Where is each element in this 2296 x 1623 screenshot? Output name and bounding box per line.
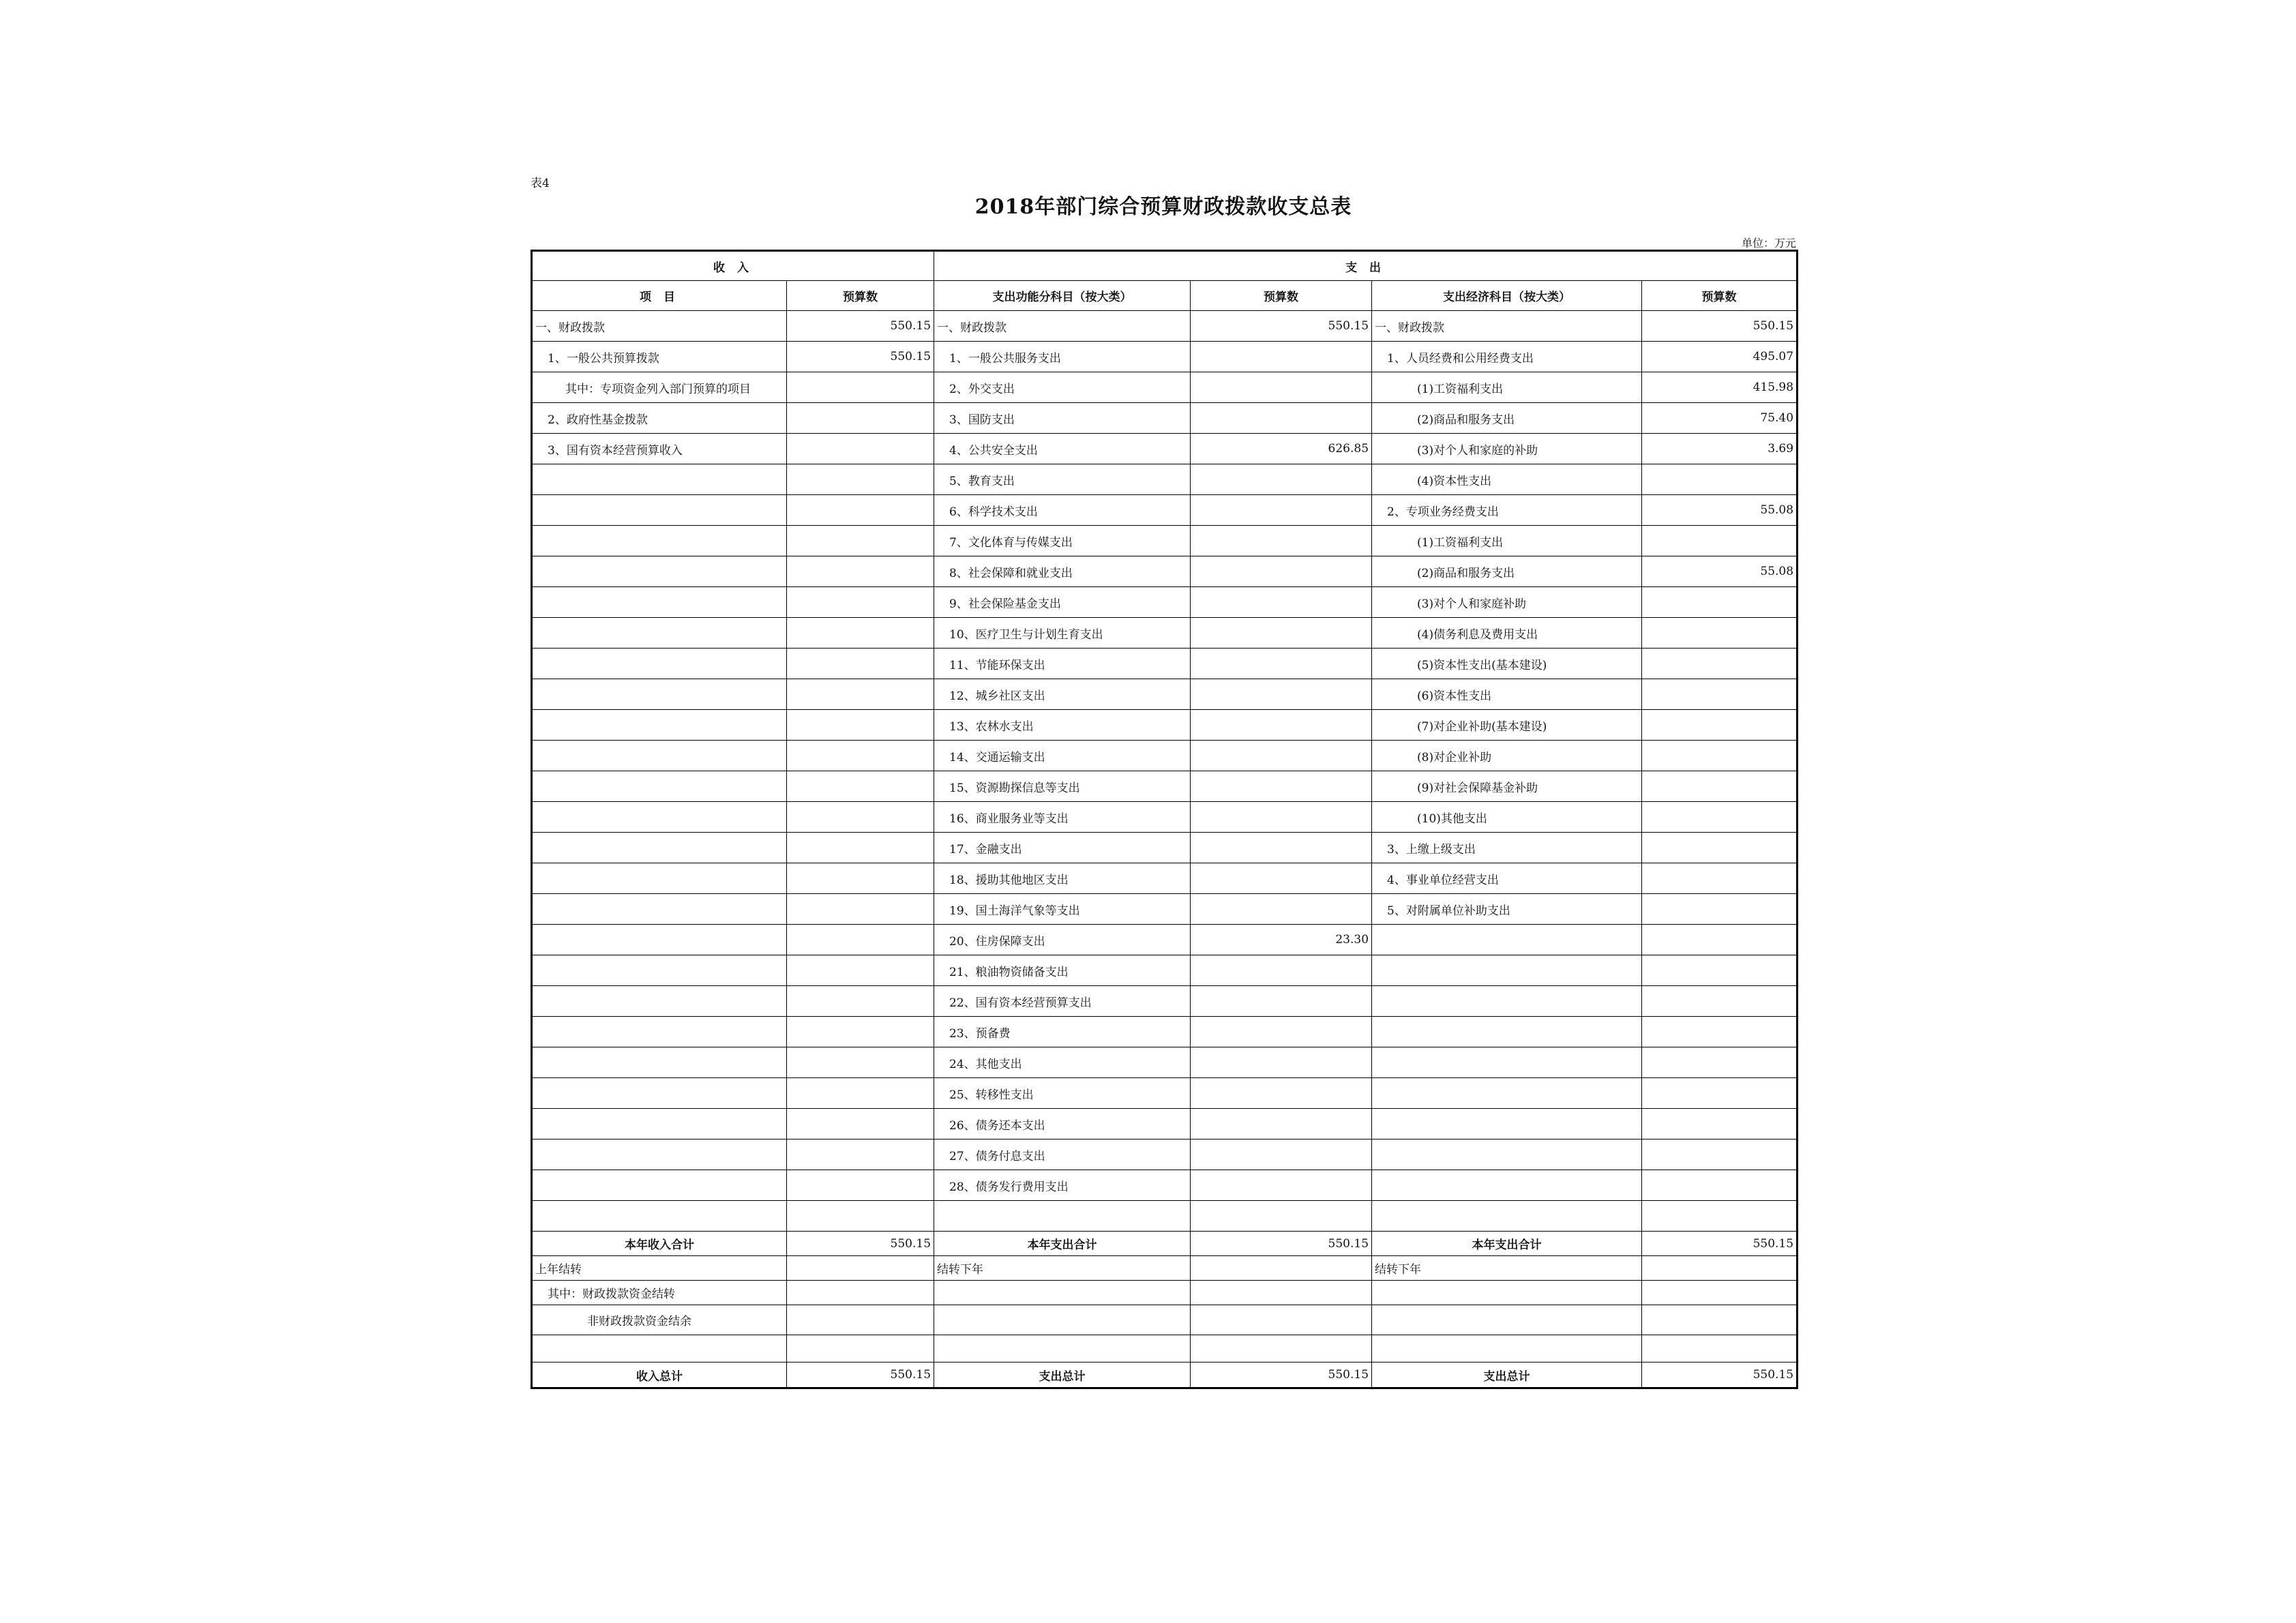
fiscal-carry-row xyxy=(532,1281,1798,1305)
table-number: 表4 xyxy=(531,177,550,190)
nonfiscal-balance-label: 非财政拨款资金结余 xyxy=(532,1305,787,1335)
econ-item xyxy=(1372,955,1642,986)
income-item xyxy=(532,679,787,710)
income-item xyxy=(532,495,787,526)
income-item xyxy=(532,618,787,649)
func-item: 19、国土海洋气象等支出 xyxy=(934,894,1191,925)
econ-grand-total-label: 支出总计 xyxy=(1372,1363,1642,1388)
econ-budget xyxy=(1642,679,1798,710)
func-budget xyxy=(1191,955,1372,986)
econ-item: 5、对附属单位补助支出 xyxy=(1372,894,1642,925)
func-budget xyxy=(1191,986,1372,1017)
func-budget xyxy=(1191,710,1372,741)
next-year-carry-econ-label: 结转下年 xyxy=(1372,1256,1642,1281)
income-budget xyxy=(787,710,934,741)
table-row xyxy=(532,1201,1798,1232)
func-item: 16、商业服务业等支出 xyxy=(934,802,1191,833)
income-item xyxy=(532,710,787,741)
econ-budget xyxy=(1642,587,1798,618)
table-row xyxy=(532,986,1798,1017)
func-item: 5、教育支出 xyxy=(934,464,1191,495)
table-row xyxy=(532,1170,1798,1201)
econ-budget: 75.40 xyxy=(1642,403,1798,434)
func-item: 28、债务发行费用支出 xyxy=(934,1170,1191,1201)
func-budget xyxy=(1191,1017,1372,1047)
econ-budget xyxy=(1642,833,1798,863)
table-row xyxy=(532,925,1798,955)
func-item: 14、交通运输支出 xyxy=(934,741,1191,771)
cell xyxy=(787,1281,934,1305)
econ-budget xyxy=(1642,464,1798,495)
income-budget xyxy=(787,403,934,434)
func-item: 17、金融支出 xyxy=(934,833,1191,863)
nonfiscal-row xyxy=(532,1305,1798,1335)
income-item: 一、财政拨款 xyxy=(532,311,787,342)
cell xyxy=(1191,1256,1372,1281)
func-item: 一、财政拨款 xyxy=(934,311,1191,342)
income-budget xyxy=(787,618,934,649)
income-budget xyxy=(787,1047,934,1078)
income-item xyxy=(532,1201,787,1232)
income-budget xyxy=(787,495,934,526)
econ-item: (6)资本性支出 xyxy=(1372,679,1642,710)
func-budget: 626.85 xyxy=(1191,434,1372,464)
econ-budget xyxy=(1642,802,1798,833)
income-budget xyxy=(787,986,934,1017)
income-budget xyxy=(787,434,934,464)
income-budget xyxy=(787,894,934,925)
col-func-header: 支出功能分科目（按大类） xyxy=(934,281,1191,311)
econ-budget xyxy=(1642,771,1798,802)
econ-item: (9)对社会保障基金补助 xyxy=(1372,771,1642,802)
income-budget xyxy=(787,741,934,771)
func-budget: 550.15 xyxy=(1191,311,1372,342)
income-item: 其中：专项资金列入部门预算的项目 xyxy=(532,372,787,403)
econ-item xyxy=(1372,1047,1642,1078)
func-budget xyxy=(1191,1078,1372,1109)
func-item: 6、科学技术支出 xyxy=(934,495,1191,526)
func-item: 22、国有资本经营预算支出 xyxy=(934,986,1191,1017)
econ-item: (3)对个人和家庭补助 xyxy=(1372,587,1642,618)
table-row xyxy=(532,464,1798,495)
cell xyxy=(787,1256,934,1281)
func-budget xyxy=(1191,342,1372,372)
income-item xyxy=(532,863,787,894)
next-year-carry-label: 结转下年 xyxy=(934,1256,1191,1281)
income-item xyxy=(532,1017,787,1047)
econ-budget: 415.98 xyxy=(1642,372,1798,403)
income-item xyxy=(532,986,787,1017)
table-row xyxy=(532,556,1798,587)
func-budget xyxy=(1191,1140,1372,1170)
func-budget xyxy=(1191,526,1372,556)
cell xyxy=(1642,1256,1798,1281)
econ-budget xyxy=(1642,741,1798,771)
func-item xyxy=(934,1201,1191,1232)
func-budget xyxy=(1191,863,1372,894)
func-budget xyxy=(1191,1109,1372,1140)
income-budget xyxy=(787,1109,934,1140)
func-budget xyxy=(1191,1201,1372,1232)
func-budget xyxy=(1191,464,1372,495)
income-budget xyxy=(787,372,934,403)
table-row xyxy=(532,955,1798,986)
func-budget xyxy=(1191,403,1372,434)
econ-budget: 55.08 xyxy=(1642,556,1798,587)
econ-grand-total-value: 550.15 xyxy=(1642,1363,1798,1388)
income-budget xyxy=(787,556,934,587)
table-row xyxy=(532,894,1798,925)
econ-item: 2、专项业务经费支出 xyxy=(1372,495,1642,526)
table-row xyxy=(532,802,1798,833)
income-budget: 550.15 xyxy=(787,342,934,372)
cell xyxy=(1372,1281,1642,1305)
econ-item: (5)资本性支出(基本建设) xyxy=(1372,649,1642,679)
income-budget xyxy=(787,649,934,679)
func-budget xyxy=(1191,587,1372,618)
col-budget-header: 预算数 xyxy=(1642,281,1798,311)
func-budget xyxy=(1191,1047,1372,1078)
col-budget-header: 预算数 xyxy=(787,281,934,311)
econ-item: (7)对企业补助(基本建设) xyxy=(1372,710,1642,741)
econ-budget: 550.15 xyxy=(1642,311,1798,342)
func-budget xyxy=(1191,1170,1372,1201)
func-budget xyxy=(1191,741,1372,771)
income-item xyxy=(532,1140,787,1170)
income-header: 收 入 xyxy=(532,251,934,281)
econ-item: (1)工资福利支出 xyxy=(1372,372,1642,403)
table-row xyxy=(532,649,1798,679)
func-item: 3、国防支出 xyxy=(934,403,1191,434)
col-budget-header: 预算数 xyxy=(1191,281,1372,311)
income-budget xyxy=(787,802,934,833)
func-item: 25、转移性支出 xyxy=(934,1078,1191,1109)
func-item: 23、预备费 xyxy=(934,1017,1191,1047)
income-item xyxy=(532,649,787,679)
econ-item: (1)工资福利支出 xyxy=(1372,526,1642,556)
income-item: 2、政府性基金拨款 xyxy=(532,403,787,434)
income-item xyxy=(532,771,787,802)
col-econ-header: 支出经济科目（按大类） xyxy=(1372,281,1642,311)
func-item: 2、外交支出 xyxy=(934,372,1191,403)
table-row xyxy=(532,1140,1798,1170)
econ-item xyxy=(1372,1017,1642,1047)
econ-item: 4、事业单位经营支出 xyxy=(1372,863,1642,894)
table-row xyxy=(532,311,1798,342)
income-item: 1、一般公共预算拨款 xyxy=(532,342,787,372)
income-item xyxy=(532,833,787,863)
econ-item: 1、人员经费和公用经费支出 xyxy=(1372,342,1642,372)
func-budget xyxy=(1191,556,1372,587)
func-item: 11、节能环保支出 xyxy=(934,649,1191,679)
econ-item xyxy=(1372,1140,1642,1170)
func-total-label: 本年支出合计 xyxy=(934,1232,1191,1256)
income-budget xyxy=(787,679,934,710)
income-item xyxy=(532,955,787,986)
income-budget xyxy=(787,833,934,863)
func-budget xyxy=(1191,372,1372,403)
cell xyxy=(1372,1305,1642,1335)
func-item: 9、社会保险基金支出 xyxy=(934,587,1191,618)
income-item xyxy=(532,1109,787,1140)
income-item: 3、国有资本经营预算收入 xyxy=(532,434,787,464)
cell xyxy=(1642,1335,1798,1363)
econ-budget xyxy=(1642,955,1798,986)
econ-budget: 3.69 xyxy=(1642,434,1798,464)
cell xyxy=(1372,1335,1642,1363)
econ-item xyxy=(1372,1201,1642,1232)
expenditure-header: 支 出 xyxy=(934,251,1798,281)
econ-item: (4)债务利息及费用支出 xyxy=(1372,618,1642,649)
econ-budget: 55.08 xyxy=(1642,495,1798,526)
table-row xyxy=(532,710,1798,741)
econ-budget xyxy=(1642,894,1798,925)
econ-budget xyxy=(1642,925,1798,955)
income-total-value: 550.15 xyxy=(787,1232,934,1256)
page-title: 2018年部门综合预算财政拨款收支总表 xyxy=(974,195,1352,219)
income-item xyxy=(532,464,787,495)
econ-budget xyxy=(1642,618,1798,649)
carry-row xyxy=(532,1256,1798,1281)
cell xyxy=(934,1335,1191,1363)
cell xyxy=(934,1305,1191,1335)
table-row xyxy=(532,1078,1798,1109)
column-header-row xyxy=(532,281,1798,311)
prev-year-carry-label: 上年结转 xyxy=(532,1256,787,1281)
table-row xyxy=(532,372,1798,403)
table-row xyxy=(532,434,1798,464)
income-budget xyxy=(787,1078,934,1109)
func-item: 21、粮油物资储备支出 xyxy=(934,955,1191,986)
table-row xyxy=(532,741,1798,771)
table-row xyxy=(532,1047,1798,1078)
cell xyxy=(1191,1335,1372,1363)
table-row xyxy=(532,833,1798,863)
income-item xyxy=(532,802,787,833)
econ-item: (8)对企业补助 xyxy=(1372,741,1642,771)
econ-total-value: 550.15 xyxy=(1642,1232,1798,1256)
econ-budget xyxy=(1642,526,1798,556)
econ-item xyxy=(1372,1109,1642,1140)
econ-item: (10)其他支出 xyxy=(1372,802,1642,833)
table-row xyxy=(532,495,1798,526)
table-row xyxy=(532,526,1798,556)
table-row xyxy=(532,587,1798,618)
unit-label: 单位：万元 xyxy=(1741,237,1796,250)
cell xyxy=(1191,1305,1372,1335)
income-grand-total-value: 550.15 xyxy=(787,1363,934,1388)
income-item xyxy=(532,526,787,556)
econ-item: (2)商品和服务支出 xyxy=(1372,556,1642,587)
econ-budget xyxy=(1642,1109,1798,1140)
econ-budget xyxy=(1642,863,1798,894)
econ-item: (3)对个人和家庭的补助 xyxy=(1372,434,1642,464)
table-row xyxy=(532,1017,1798,1047)
table-row xyxy=(532,863,1798,894)
income-budget xyxy=(787,955,934,986)
func-total-value: 550.15 xyxy=(1191,1232,1372,1256)
func-grand-total-label: 支出总计 xyxy=(934,1363,1191,1388)
econ-total-label: 本年支出合计 xyxy=(1372,1232,1642,1256)
cell xyxy=(1191,1281,1372,1305)
cell xyxy=(532,1335,787,1363)
func-grand-total-value: 550.15 xyxy=(1191,1363,1372,1388)
func-budget xyxy=(1191,618,1372,649)
income-budget: 550.15 xyxy=(787,311,934,342)
table-row xyxy=(532,679,1798,710)
func-item: 7、文化体育与传媒支出 xyxy=(934,526,1191,556)
income-budget xyxy=(787,925,934,955)
income-total-label: 本年收入合计 xyxy=(532,1232,787,1256)
income-budget xyxy=(787,464,934,495)
func-item: 8、社会保障和就业支出 xyxy=(934,556,1191,587)
func-item: 12、城乡社区支出 xyxy=(934,679,1191,710)
econ-budget xyxy=(1642,649,1798,679)
func-item: 18、援助其他地区支出 xyxy=(934,863,1191,894)
econ-item: 3、上缴上级支出 xyxy=(1372,833,1642,863)
income-item xyxy=(532,587,787,618)
func-item: 20、住房保障支出 xyxy=(934,925,1191,955)
income-budget xyxy=(787,1140,934,1170)
income-item xyxy=(532,1170,787,1201)
func-item: 13、农林水支出 xyxy=(934,710,1191,741)
income-item xyxy=(532,1078,787,1109)
econ-item: 一、财政拨款 xyxy=(1372,311,1642,342)
income-budget xyxy=(787,1017,934,1047)
econ-item xyxy=(1372,1170,1642,1201)
func-item: 4、公共安全支出 xyxy=(934,434,1191,464)
econ-budget: 495.07 xyxy=(1642,342,1798,372)
func-budget xyxy=(1191,679,1372,710)
econ-item: (2)商品和服务支出 xyxy=(1372,403,1642,434)
func-item: 10、医疗卫生与计划生育支出 xyxy=(934,618,1191,649)
econ-item xyxy=(1372,1078,1642,1109)
table-row xyxy=(532,771,1798,802)
func-item: 27、债务付息支出 xyxy=(934,1140,1191,1170)
cell xyxy=(1642,1305,1798,1335)
econ-budget xyxy=(1642,986,1798,1017)
econ-budget xyxy=(1642,1201,1798,1232)
cell xyxy=(787,1305,934,1335)
group-header-row xyxy=(532,251,1798,281)
income-item xyxy=(532,741,787,771)
func-item: 26、债务还本支出 xyxy=(934,1109,1191,1140)
table-row xyxy=(532,342,1798,372)
income-budget xyxy=(787,526,934,556)
func-budget xyxy=(1191,649,1372,679)
income-item xyxy=(532,556,787,587)
econ-budget xyxy=(1642,710,1798,741)
func-item: 15、资源勘探信息等支出 xyxy=(934,771,1191,802)
func-budget xyxy=(1191,495,1372,526)
func-budget xyxy=(1191,833,1372,863)
empty-row xyxy=(532,1335,1798,1363)
func-budget xyxy=(1191,894,1372,925)
cell xyxy=(1642,1281,1798,1305)
income-item xyxy=(532,894,787,925)
income-grand-total-label: 收入总计 xyxy=(532,1363,787,1388)
econ-budget xyxy=(1642,1017,1798,1047)
econ-budget xyxy=(1642,1140,1798,1170)
econ-item xyxy=(1372,925,1642,955)
year-total-row xyxy=(532,1232,1798,1256)
econ-item xyxy=(1372,986,1642,1017)
func-item: 24、其他支出 xyxy=(934,1047,1191,1078)
table-row xyxy=(532,1109,1798,1140)
table-row xyxy=(532,403,1798,434)
income-item xyxy=(532,1047,787,1078)
income-item xyxy=(532,925,787,955)
grand-total-row xyxy=(532,1363,1798,1388)
fiscal-carry-label: 其中：财政拨款资金结转 xyxy=(532,1281,787,1305)
func-budget xyxy=(1191,802,1372,833)
income-budget xyxy=(787,1170,934,1201)
econ-budget xyxy=(1642,1078,1798,1109)
econ-budget xyxy=(1642,1047,1798,1078)
budget-table xyxy=(531,250,1798,1389)
income-budget xyxy=(787,771,934,802)
func-item: 1、一般公共服务支出 xyxy=(934,342,1191,372)
econ-budget xyxy=(1642,1170,1798,1201)
cell xyxy=(934,1281,1191,1305)
func-budget: 23.30 xyxy=(1191,925,1372,955)
cell xyxy=(787,1335,934,1363)
income-budget xyxy=(787,587,934,618)
table-row xyxy=(532,618,1798,649)
col-item-header: 项 目 xyxy=(532,281,787,311)
econ-item: (4)资本性支出 xyxy=(1372,464,1642,495)
income-budget xyxy=(787,1201,934,1232)
income-budget xyxy=(787,863,934,894)
func-budget xyxy=(1191,771,1372,802)
